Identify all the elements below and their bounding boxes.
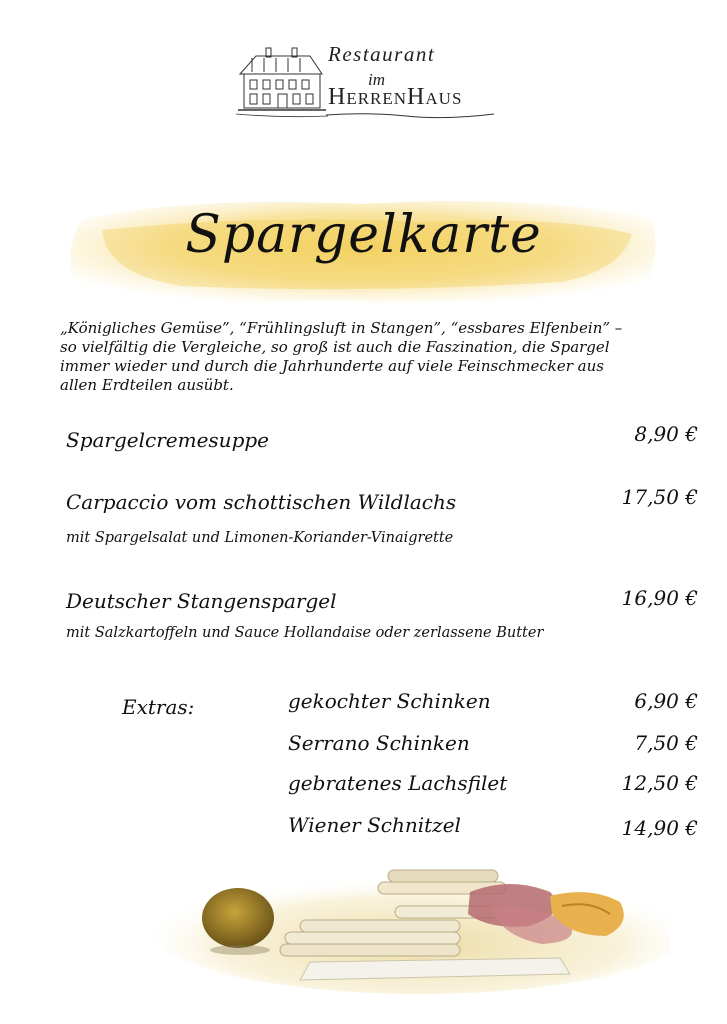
extra-name: Wiener Schnitzel [288,813,461,837]
intro-line: immer wieder und durch die Jahrhunderte auf viele Feinschmecker aus [60,357,604,375]
intro-line: „Königliches Gemüse”, “Frühlingsluft in Stangen”, “essbares Elfenbein” – [60,319,623,337]
intro-line: so vielfältig die Vergleiche, so groß ist auch die Faszination, die Spargel [60,338,610,356]
extra-name: gebratenes Lachsfilet [288,771,508,795]
intro-text [60,319,700,395]
logo-underline [326,110,496,120]
logo-im-text: im [368,70,385,89]
dish-description: mit Salzkartoffeln und Sauce Hollandaise oder zerlassene Butter [66,625,544,641]
extra-price: 7,50 € [634,731,698,755]
house-logo-icon [236,44,328,122]
restaurant-logo [236,40,498,120]
dish-description: mit Spargelsalat und Limonen-Koriander-Vinaigrette [66,530,454,546]
dish-price: 8,90 € [634,422,698,446]
intro-line: allen Erdteilen ausübt. [60,376,234,394]
dish-price: 16,90 € [621,586,698,610]
extra-name: Serrano Schinken [288,731,470,755]
extra-price: 12,50 € [621,771,698,795]
extra-price: 14,90 € [621,816,698,840]
extra-name: gekochter Schinken [288,689,491,713]
asparagus-food-illustration [150,862,670,994]
page-title: Spargelkarte [185,205,542,265]
dish-name: Carpaccio vom schottischen Wildlachs [66,490,457,514]
extra-price: 6,90 € [634,689,698,713]
logo-herrenhaus-text: HerrenHaus [328,84,463,110]
dish-name: Deutscher Stangenspargel [66,589,337,613]
logo-restaurant-text: Restaurant [328,42,436,66]
extras-label: Extras: [122,695,195,719]
dish-name: Spargelcremesuppe [66,428,270,452]
dish-price: 17,50 € [621,485,698,509]
